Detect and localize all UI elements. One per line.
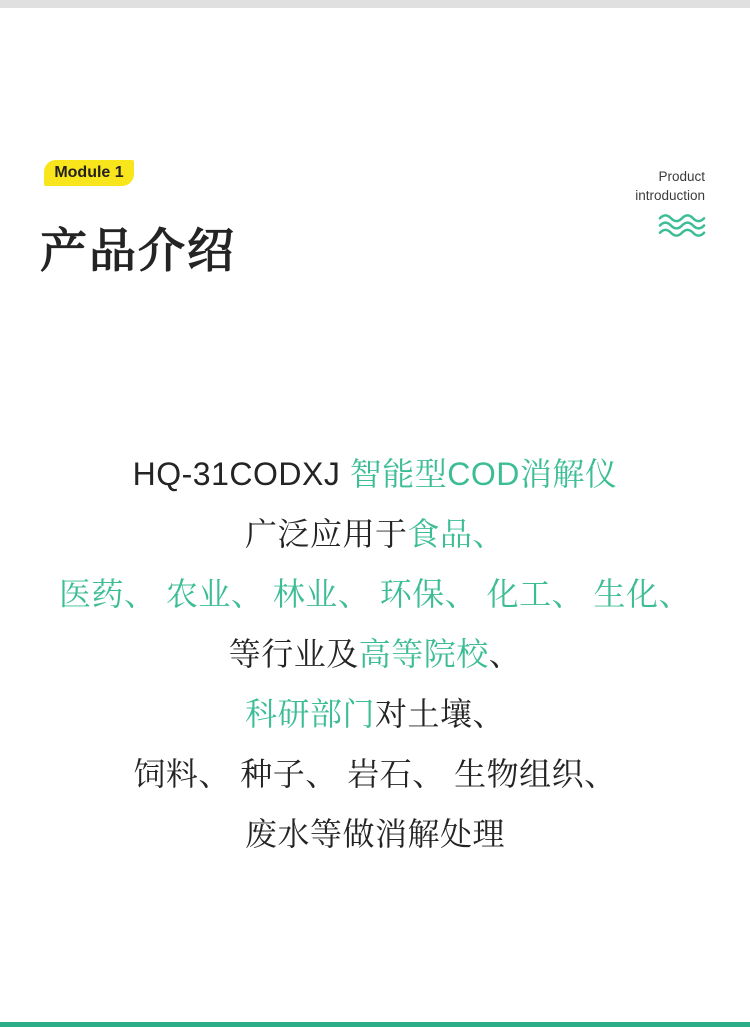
top-divider (0, 0, 750, 8)
module-badge (44, 160, 134, 186)
subtitle-en-line2: introduction (635, 188, 705, 203)
intro-segment: 废水等做消解处理 (244, 816, 505, 852)
intro-segment: 智能型COD消解仪 (349, 456, 618, 492)
intro-line (0, 744, 750, 804)
intro-line (0, 624, 750, 684)
intro-segment: HQ-31CODXJ (132, 456, 350, 492)
intro-line (0, 504, 750, 564)
intro-segment: 高等院校 (358, 636, 489, 672)
section-title: 产品介绍 (40, 224, 236, 277)
intro-segment: 广泛应用于 (244, 516, 408, 552)
subtitle-en-line1: Product (658, 169, 705, 184)
waves-icon (658, 214, 706, 237)
intro-line (0, 444, 750, 504)
intro-segment: 、 (488, 636, 522, 672)
intro-segment: 饲料、 种子、 岩石、 生物组织、 (133, 756, 617, 792)
intro-segment: 科研部门 (244, 696, 375, 732)
intro-segment: 医药、 农业、 林业、 环保、 化工、 生化、 (59, 576, 691, 612)
intro-line (0, 564, 750, 624)
bottom-divider (0, 1022, 750, 1027)
module-badge-label: Module 1 (54, 164, 124, 181)
intro-line (0, 684, 750, 744)
intro-segment: 食品、 (407, 516, 506, 552)
intro-text (0, 444, 750, 864)
intro-segment: 等行业及 (228, 636, 359, 672)
intro-line (0, 804, 750, 864)
intro-segment: 对土壤、 (375, 696, 506, 732)
section-subtitle-en (635, 167, 705, 205)
